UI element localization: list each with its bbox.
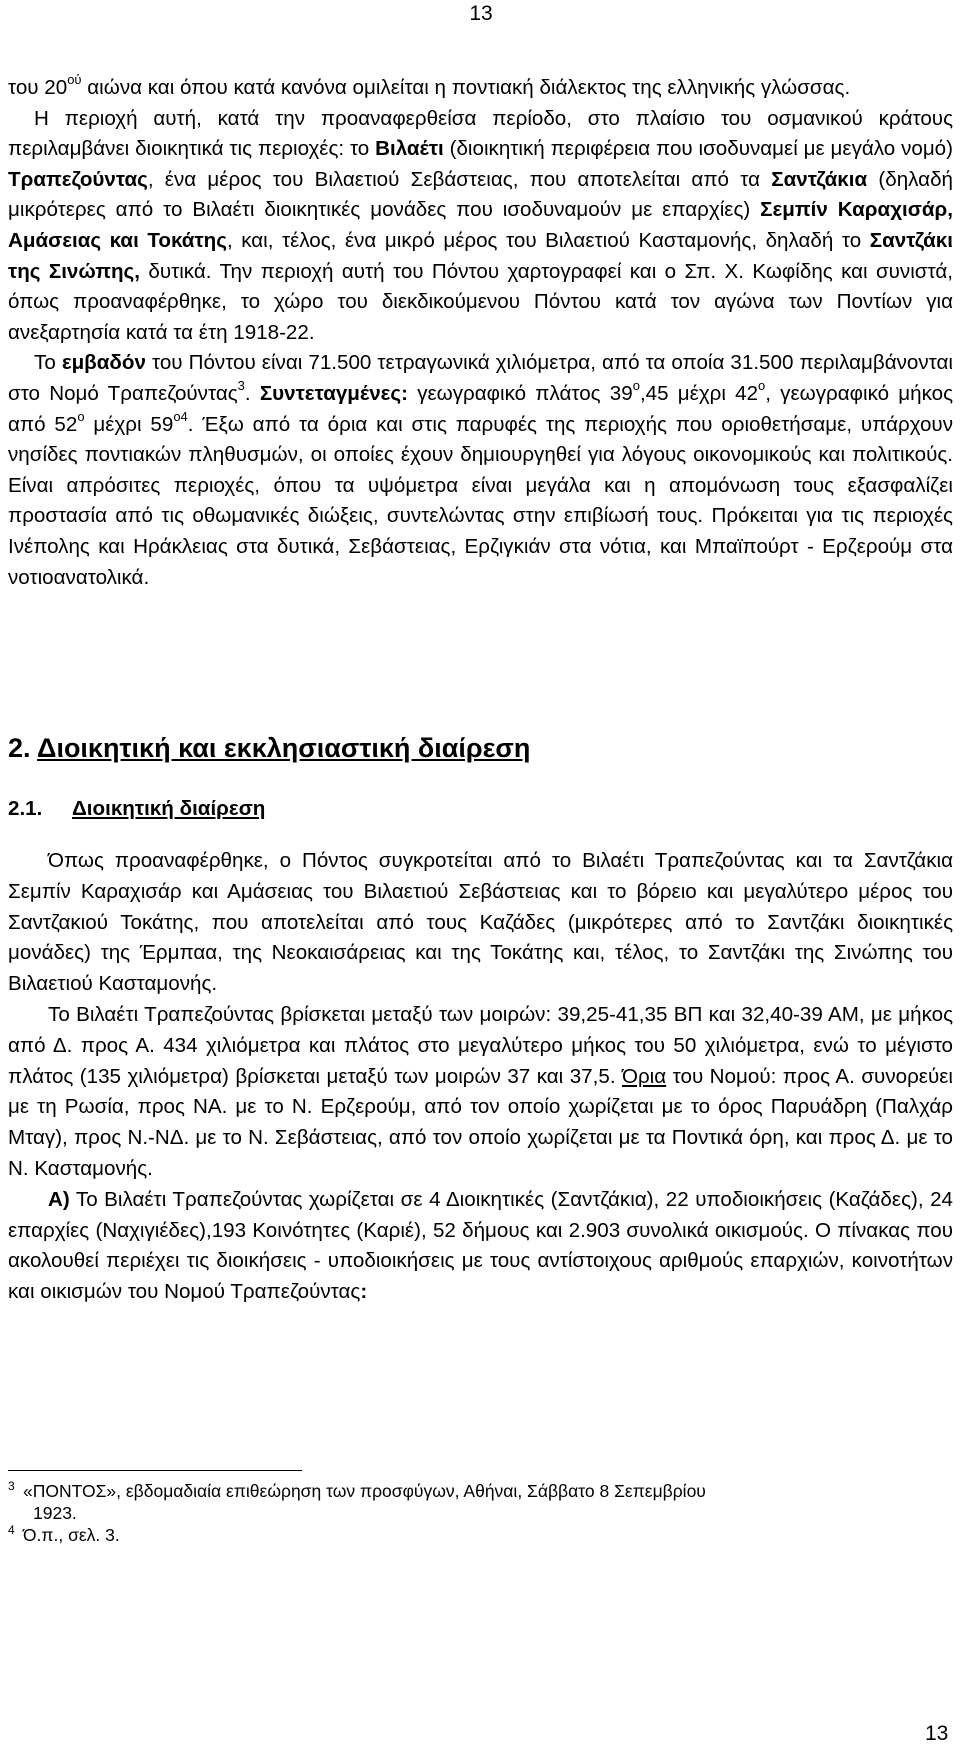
section-heading-2-1: 2.1. Διοικητική διαίρεση bbox=[8, 797, 266, 820]
admin-paragraph-2: Το Βιλαέτι Τραπεζούντας βρίσκεται μεταξύ των μοιρών: 39,25-41,35 ΒΠ και 32,40-39 ΑΜ, με μήκος από Δ. προς Α. 434 χιλιόμετρα και πλάτος στο μεγαλύτερο μήκος του 50 χιλιόμετρα, ενώ το μέγιστο πλάτος (135 χιλιόμετρα) βρίσκεται μεταξύ των μοιρών 37 και 37,5. Όρια του Νομού: προς Α. συνορεύει με τη Ρωσία, προς ΝΑ. με το Ν. Ερζερούμ, από τον οποίο χωρίζεται με το όρος Παρυάδρη (Παλχάρ Μταγ), προς Ν.-ΝΔ. με το Ν. Σεβάστειας, από τον οποίο χωρίζεται με τα Ποντικά όρη, και προς Δ. με το Ν. Κασταμονής. bbox=[8, 1002, 953, 1180]
footnote-3: 3 «ΠΟΝΤΟΣ», εβδομαδιαία επιθεώρηση των προσφύγων, Αθήναι, Σάββατο 8 Σεπεμβρίου 1923. bbox=[8, 1479, 706, 1523]
footnotes bbox=[8, 1480, 908, 1546]
footnote-ref-4: ο4 bbox=[173, 408, 188, 424]
footnote-ref-3: 3 bbox=[237, 378, 245, 394]
intro-paragraph-2: Η περιοχή αυτή, κατά την προαναφερθείσα περίοδο, στο πλαίσιο του οσμανικού κράτους περιλαμβάνει διοικητικά τις περιοχές: το Βιλαέτι (διοικητική περιφέρεια που ισοδυναμεί με μεγάλο νομό) Τραπεζούντας, ένα μέρος του Βιλαετιού Σεβάστειας, που αποτελείται από τα Σαντζάκια (δηλαδή μικρότερες από το Βιλαέτι διοικητικές μονάδες που ισοδυναμούν με επαρχίες) Σεμπίν Καραχισάρ, Αμάσειας και Τοκάτης, και, τέλος, ένα μικρό μέρος του Βιλαετιού Κασταμονής, δηλαδή το Σαντζάκι της Σινώπης, δυτικά. Την περιοχή αυτή του Πόντου χαρτογραφεί και ο Σπ. Χ. Κωφίδης και συνιστά, όπως προαναφέρθηκε, το χώρο του διεκδικούμενου Πόντου κατά τον αγώνα των Ποντίων για ανεξαρτησία κατά τα έτη 1918-22. bbox=[8, 106, 953, 344]
page-number-bottom: 13 bbox=[925, 1722, 949, 1745]
admin-paragraph-3: Α) Το Βιλαέτι Τραπεζούντας χωρίζεται σε 4 Διοικητικές (Σαντζάκια), 22 υποδιοικήσεις (Καζάδες), 24 επαρχίες (Ναχιγιέδες),193 Κοινότητες (Καριέ), 52 δήμους και 2.903 συνολικά οικισμούς. Ο πίνακας που ακολουθεί περιέχει τις διοικήσεις - υποδιοικήσεις με τους αντίστοιχους αριθμούς επαρχιών, κοινοτήτων και οικισμών του Νομού Τραπεζούντας: bbox=[8, 1187, 953, 1304]
admin-paragraph-1: Όπως προαναφέρθηκε, ο Πόντος συγκροτείται από το Βιλαέτι Τραπεζούντας και τα Σαντζάκια Σεμπίν Καραχισάρ και Αμάσειας του Βιλαετιού Σεβάστειας και το βόρειο και μεγαλύτερο μέρος του Σαντζακιού Τοκάτης, που αποτελείται από τους Καζάδες (μικρότερες από το Σαντζάκι διοικητικές μονάδες) της Έρμπαα, της Νεοκαισάρειας και της Τοκάτης και, τέλος, το Σαντζάκι της Σινώπης του Βιλαετιού Κασταμονής. bbox=[8, 849, 953, 996]
footnote-separator bbox=[8, 1470, 302, 1471]
footnote-4: 4 Ό.π., σελ. 3. bbox=[8, 1523, 120, 1545]
intro-paragraph-1: του $20^{oύ}$ αιώνα και όπου κατά κανόνα ομιλείται η ποντιακή διάλεκτος της ελληνικής γλώσσας. bbox=[8, 72, 851, 99]
intro-paragraph-3: Το εμβαδόν του Πόντου είναι 71.500 τετραγωνικά χιλιόμετρα, από τα οποία 31.500 περιλαμβάνονται στο Νομό Τραπεζούντας$^3$. Συντεταγμένες: γεωγραφικό πλάτος $39^o,45$ μέχρι $42^o$, γεωγραφικό μήκος από $52^o$ μέχρι $59^{o4}$. Έξω από τα όρια και στις παρυφές της περιοχής που οριοθετήσαμε, υπάρχουν νησίδες ποντιακών πληθυσμών, οι οποίες έχουν δημιουργηθεί για λόγους οικονομικούς και πολιτικούς. Είναι απρόσιτες περιοχές, όπου τα υψόμετρα είναι μεγάλα και η απομόνωση τους εξασφαλίζει προστασία από τις οθωμανικές διώξεις, συντελώντας στην επιβίωσή τους. Πρόκειται για τις περιοχές Ινέπολης και Ηράκλειας στα δυτικά, Σεβάστειας, Ερζιγκιάν στα νότια, και Μπαϊπούρτ - Ερζερούμ στα νοτιοανατολικά. bbox=[8, 351, 954, 589]
admin-text bbox=[8, 846, 953, 1308]
intro-text bbox=[8, 73, 953, 593]
section-heading-2: 2. Διοικητική και εκκλησιαστική διαίρεση bbox=[8, 733, 531, 763]
page-number-top: 13 bbox=[469, 2, 493, 25]
